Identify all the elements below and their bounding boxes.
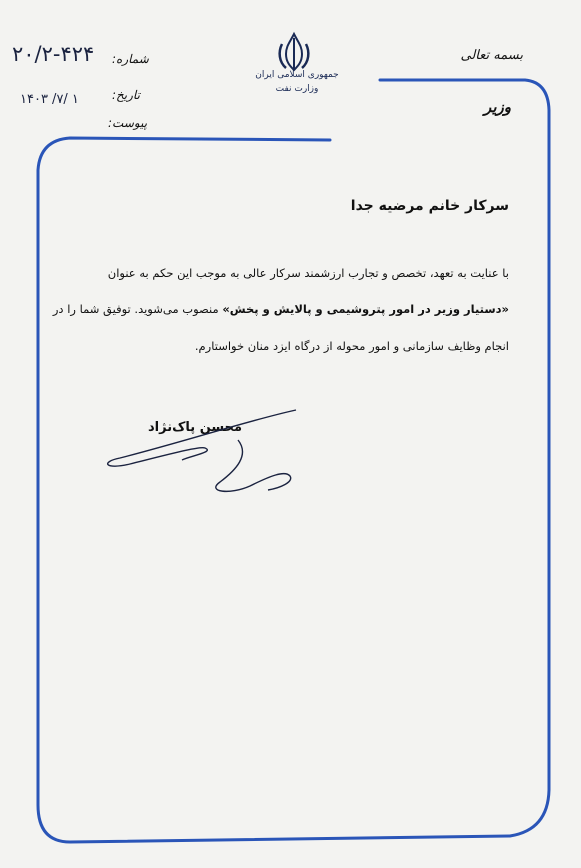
emblem-ministry-text: وزارت نفت [275,84,319,94]
letterhead-title: وزیر [484,98,511,116]
body-line-2-rest: منصوب می‌شوید. توفیق شما را در [52,302,223,316]
emblem-republic-text: جمهوری اسلامی ایران [255,70,339,80]
signatory-name: محسن پاک‌نژاد [148,420,243,435]
attachment-label: پیوست: [108,116,148,130]
number-label: شماره: [112,52,149,66]
letter-number: ۲۰/۲-۴۲۴ [12,42,95,66]
letter-date: ۱۴۰۳ /۷/ ۱ [20,92,79,107]
date-label: تاریخ: [112,88,140,102]
body-line-3: انجام وظایف سازمانی و امور محوله از درگاه ایزد منان خواستارم. [194,339,509,353]
basmala: بسمه تعالی [460,48,523,63]
salutation: سرکار خانم مرضیه جدا [350,198,509,214]
body-line-1: با عنایت به تعهد، تخصص و تجارب ارزشمند سرکار عالی به موجب این حکم به عنوان [107,266,509,280]
appointment-title: «دستیار وزیر در امور پتروشیمی و پالایش و پخش» [222,302,509,316]
